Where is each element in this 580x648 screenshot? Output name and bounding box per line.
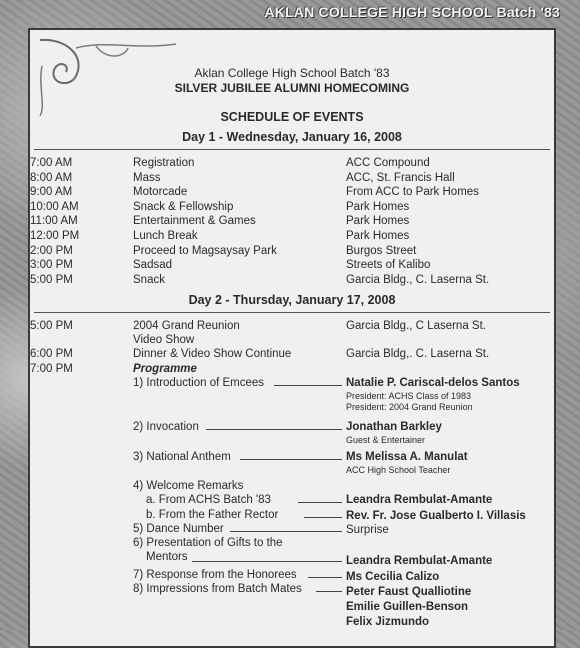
leader-line bbox=[298, 502, 342, 503]
day1-venue-3: From ACC to Park Homes bbox=[346, 186, 479, 199]
day1-time-6: 12:00 PM bbox=[30, 230, 80, 242]
programme-name-4b: Rev. Fr. Jose Gualberto I. Villasis bbox=[346, 510, 526, 522]
day2-venue-1: Garcia Bldg., C Laserna St. bbox=[346, 320, 486, 332]
day1-venue-6: Park Homes bbox=[346, 230, 410, 242]
programme-item-4a: a. From ACHS Batch '83 bbox=[146, 494, 271, 506]
schedule-title: SCHEDULE OF EVENTS bbox=[220, 110, 364, 124]
day1-event-3: Motorcade bbox=[133, 186, 188, 199]
programme-name-7: Ms Cecilia Calizo bbox=[346, 571, 440, 583]
programme-item-7: 7) Response from the Honorees bbox=[133, 569, 297, 581]
day1-time-5: 11:00 AM bbox=[30, 215, 78, 228]
programme-note-2: Guest & Entertainer bbox=[346, 435, 426, 445]
programme-item-3: 3) National Anthem bbox=[133, 451, 231, 463]
programme-note-1a: President: ACHS Class of 1983 bbox=[346, 391, 472, 401]
header-line-2: SILVER JUBILEE ALUMNI HOMECOMING bbox=[174, 81, 410, 95]
day1-time-7: 2:00 PM bbox=[30, 244, 73, 257]
programme-name-6: Leandra Rembulat-Amante bbox=[346, 555, 493, 567]
leader-line bbox=[304, 517, 342, 518]
day1-event-8: Sadsad bbox=[133, 259, 173, 272]
day1-time-9: 5:00 PM bbox=[30, 273, 73, 286]
day1-venue-2: ACC, St. Francis Hall bbox=[346, 171, 455, 184]
day1-time-4: 10:00 AM bbox=[30, 200, 79, 213]
programme-item-8: 8) Impressions from Batch Mates bbox=[133, 583, 302, 595]
day2-event-1: 2004 Grand Reunion bbox=[133, 320, 240, 332]
day1-time-2: 8:00 AM bbox=[30, 171, 73, 184]
day1-time-1: 7:00 AM bbox=[30, 157, 73, 169]
day2-time-2: 6:00 PM bbox=[30, 348, 73, 360]
programme-item-5: 5) Dance Number bbox=[133, 523, 224, 535]
page-banner: AKLAN COLLEGE HIGH SCHOOL Batch '83 bbox=[264, 4, 560, 20]
programme-note-1b: President: 2004 Grand Reunion bbox=[346, 402, 473, 412]
programme-name-8a: Peter Faust Qualliotine bbox=[346, 586, 472, 598]
programme-item-6: 6) Presentation of Gifts to the bbox=[133, 537, 283, 549]
programme-item-6b: Mentors bbox=[146, 551, 188, 563]
day1-venue-5: Park Homes bbox=[346, 215, 410, 228]
leader-line bbox=[240, 459, 342, 460]
programme-name-3: Ms Melissa A. Manulat bbox=[346, 451, 468, 463]
day1-event-5: Entertainment & Games bbox=[133, 215, 256, 228]
header-line-1: Aklan College High School Batch '83 bbox=[194, 66, 390, 80]
day1-venue-1: ACC Compound bbox=[346, 157, 430, 169]
programme-name-5: Surprise bbox=[346, 524, 389, 536]
programme-note-3: ACC High School Teacher bbox=[346, 465, 451, 475]
day1-event-7: Proceed to Magsaysay Park bbox=[133, 244, 277, 257]
leader-line bbox=[308, 577, 342, 578]
programme-heading: Programme bbox=[133, 363, 197, 375]
programme-item-1: 1) Introduction of Emcees bbox=[133, 377, 265, 389]
day1-event-9: Snack bbox=[133, 273, 165, 286]
leader-line bbox=[274, 385, 342, 386]
programme-name-1: Natalie P. Cariscal-delos Santos bbox=[346, 377, 520, 389]
day1-event-6: Lunch Break bbox=[133, 230, 198, 242]
programme-name-8b: Emilie Guillen-Benson bbox=[346, 601, 469, 613]
programme-item-4b: b. From the Father Rector bbox=[146, 509, 279, 521]
day2-time-3: 7:00 PM bbox=[30, 363, 73, 375]
leader-line bbox=[192, 561, 342, 562]
day1-event-4: Snack & Fellowship bbox=[133, 200, 234, 213]
day2-title: Day 2 - Thursday, January 17, 2008 bbox=[188, 293, 396, 307]
programme-name-4a: Leandra Rembulat-Amante bbox=[346, 494, 493, 506]
leader-line bbox=[206, 429, 342, 430]
leader-line bbox=[230, 531, 342, 532]
day1-time-3: 9:00 AM bbox=[30, 186, 73, 199]
day1-venue-4: Park Homes bbox=[346, 200, 410, 213]
programme-name-8c: Felix Jizmundo bbox=[346, 616, 430, 628]
programme-item-2: 2) Invocation bbox=[133, 421, 199, 433]
programme-name-2: Jonathan Barkley bbox=[346, 421, 442, 433]
day1-venue-8: Streets of Kalibo bbox=[346, 259, 431, 272]
day1-event-1: Registration bbox=[133, 157, 195, 169]
leader-line bbox=[316, 591, 342, 592]
day1-event-2: Mass bbox=[133, 171, 161, 184]
day1-rule bbox=[34, 149, 550, 150]
day2-event-2: Dinner & Video Show Continue bbox=[133, 348, 292, 360]
day1-venue-9: Garcia Bldg., C. Laserna St. bbox=[346, 273, 490, 286]
day2-rule bbox=[34, 312, 550, 313]
day2-time-1: 5:00 PM bbox=[30, 320, 73, 332]
programme-item-4: 4) Welcome Remarks bbox=[133, 480, 244, 492]
day1-time-8: 3:00 PM bbox=[30, 259, 73, 272]
day1-title: Day 1 - Wednesday, January 16, 2008 bbox=[182, 130, 402, 144]
day1-venue-7: Burgos Street bbox=[346, 244, 417, 257]
day2-venue-2: Garcia Bldg,. C. Laserna St. bbox=[346, 348, 490, 360]
day2-event-1b: Video Show bbox=[133, 334, 195, 346]
schedule-sheet bbox=[28, 28, 556, 648]
